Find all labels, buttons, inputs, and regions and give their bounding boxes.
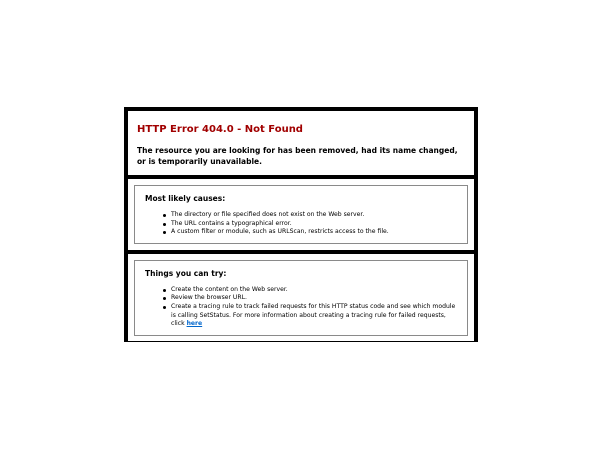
causes-box <box>134 185 468 244</box>
action-item-text: Create a tracing rule to track failed requests for this HTTP status code and see which module is calling SetStatus. For more information about creating a tracing rule for failed requests, click <box>171 302 456 328</box>
error-title: HTTP Error 404.0 - Not Found <box>137 124 303 135</box>
error-header <box>128 111 474 175</box>
actions-box <box>134 260 468 336</box>
action-item <box>171 303 459 329</box>
action-item: Create the content on the Web server. <box>171 286 459 295</box>
actions-title: Things you can try: <box>145 268 227 278</box>
causes-section <box>128 179 474 250</box>
cause-item: The URL contains a typographical error. <box>171 220 459 229</box>
actions-list <box>145 286 459 329</box>
error-description: The resource you are looking for has been removed, had its name changed, or is temporarily unavailable. <box>137 146 458 166</box>
actions-section <box>128 254 474 341</box>
cause-item: A custom filter or module, such as URLScan, restricts access to the file. <box>171 228 459 237</box>
here-link[interactable]: here <box>186 320 203 328</box>
cause-item: The directory or file specified does not exist on the Web server. <box>171 211 459 220</box>
causes-title: Most likely causes: <box>145 194 226 203</box>
error-frame <box>124 107 478 342</box>
action-item: Review the browser URL. <box>171 294 459 303</box>
causes-list <box>145 211 459 237</box>
